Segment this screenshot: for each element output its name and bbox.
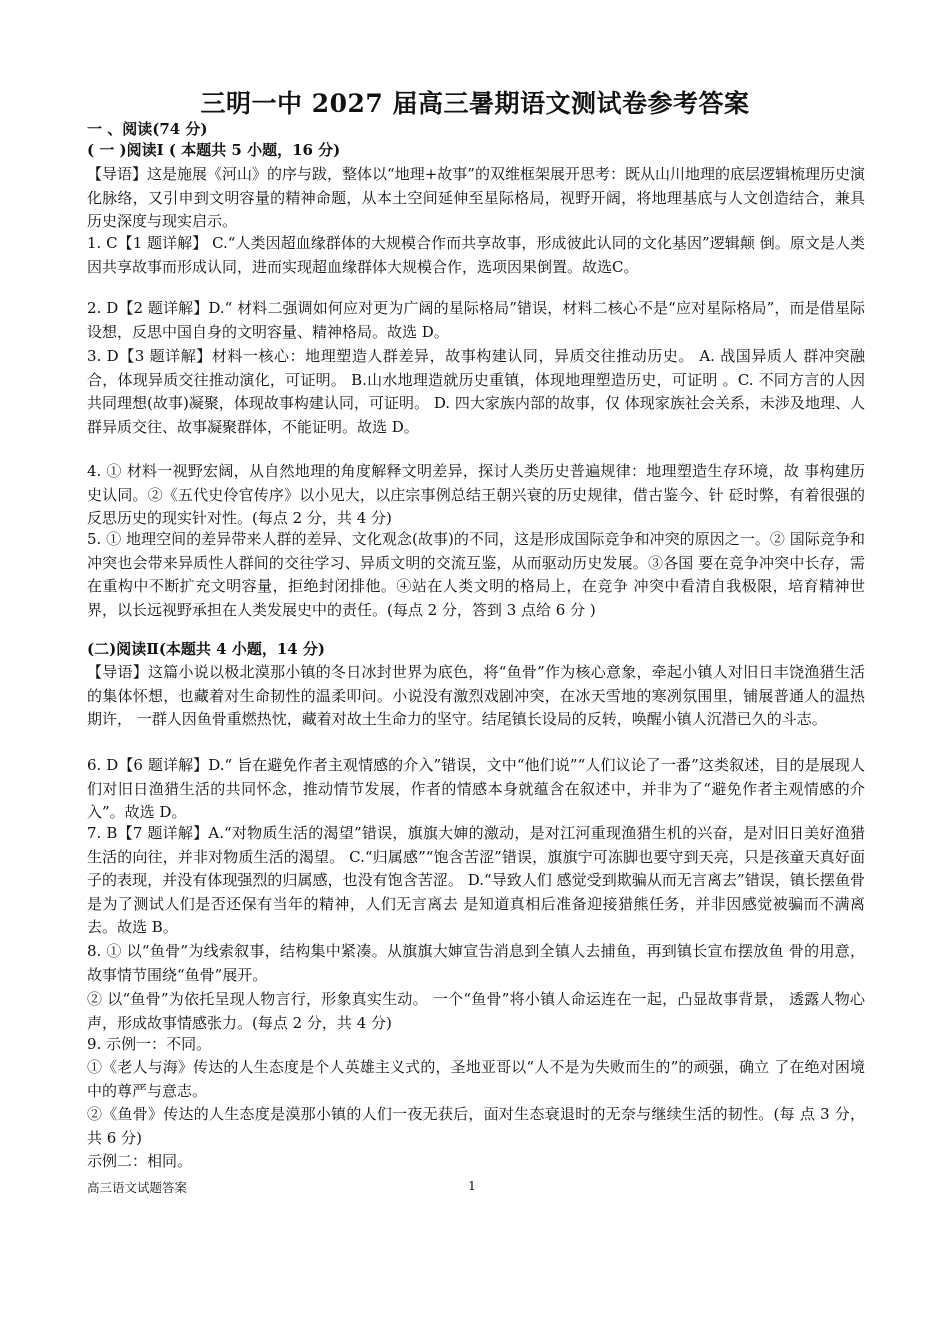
part2-heading: (二)阅读Ⅱ(本题共 4 小题，14 分) — [87, 640, 326, 658]
part2-intro: 【导语】这篇小说以极北漠那小镇的冬日冰封世界为底色，将“鱼骨”作为核心意象，牵起小镇人对旧日丰饶渔猎生活的集体怀想，也藏着对生命韧性的温柔叩问。小说没有激烈戏剧冲突，在冰天雪地的寒冽氛围里，铺展普通人的温热期许， 一群人因鱼骨重燃热忱，藏着对故土生命力的坚守。结尾镇长设局的反转，唤醒小镇人沉潜已久的斗志。 — [87, 663, 865, 728]
answer-q9-point2: ②《鱼骨》传达的人生态度是漠那小镇的人们一夜无获后，面对生态衰退时的无奈与继续生活的韧性。(每 点 3 分， 共 6 分) — [87, 1105, 865, 1147]
footer-title: 高三语文试题答案 — [87, 1180, 188, 1195]
answer-q4: 4. ① 材料一视野宏阔，从自然地理的角度解释文明差异，探讨人类历史普遍规律：地理塑造生存环境，故 事构建历史认同。②《五代史伶官传序》以小见大，以庄宗事例总结王朝兴衰的历史规律，借古鉴今、针 砭时弊，有着很强的反思历史的现实针对性。(每点 2 分，共 4 分) — [87, 462, 865, 527]
answer-q7: 7. B【7 题详解】A.“对物质生活的渴望”错误，旗旗大婶的激动，是对江河重现渔猎生机的兴奋，是对旧日美好渔猎生活的向往，并非对物质生活的渴望。 C.“归属感”“饱含苦涩”错误，旗旗宁可冻脚也要守到天亮，只是孩童天真好面子的表现，并没有体现强烈的归属感，也没有饱含苦涩。 D.“导致人们 感觉受到欺骗从而无言离去”错误，镇长摆鱼骨是为了测试人们是否还保有当年的精神，人们无言离去 是知道真相后准备迎接猎熊任务，并非因感觉被骗而不满离去。故选 B。 — [87, 824, 865, 936]
answer-q3: 3. D【3 题详解】材料一核心：地理塑造人群差异，故事构建认同，异质交往推动历史。 A. 战国异质人 群冲突融合，体现异质交往推动演化，可证明。 B.山水地理造就历史重镇，体现地理塑造历史，可证明 。C. 不同方言的人因共同理想(故事)凝聚，体现故事构建认同，可证明。 D. 四大家族内部的故事，仅 体现家族社会关系，未涉及地理、人群异质交往、故事凝聚群体，不能证明。故选 D。 — [87, 347, 865, 436]
part1-intro: 【导语】这是施展《河山》的序与跋，整体以“地理+故事”的双维框架展开思考：既从山川地理的底层逻辑梳理历史演化脉络，又引申到文明容量的精神命题，从本土空间延伸至星际格局，视野开阔，将地理基底与人文创造结合，兼具历史深度与现实启示。 — [87, 165, 865, 230]
answer-q9: 9. 示例一：不同。 — [87, 1035, 212, 1053]
answer-q1: 1. C【1 题详解】 C.“人类因超血缘群体的大规模合作而共享故事，形成彼此认同的文化基因”逻辑颠 倒。原文是人类因共享故事而形成认同，进而实现超血缘群体大规模合作，选项因果倒置。故选C。 — [87, 234, 865, 276]
answer-q8-point1: 8. ① 以“鱼骨”为线索叙事，结构集中紧凑。从旗旗大婶宣告消息到全镇人去捕鱼，再到镇长宣布摆放鱼 骨的用意，故事情节围绕“鱼骨”展开。 — [87, 942, 865, 984]
answer-q9-example2: 示例二：相同。 — [87, 1152, 193, 1170]
answer-q5: 5. ① 地理空间的差异带来人群的差异、文化观念(故事)的不同，这是形成国际竞争和冲突的原因之一。② 国际竞争和冲突也会带来异质性人群间的交往学习、异质文明的交流互鉴，从而驱动历史发展。③各国 要在竞争冲突中长存，需在重构中不断扩充文明容量，拒绝封闭排他。④站在人类文明的格局上，在竞争 冲突中看清自我极限，培育精神世界，以长远视野承担在人类发展史中的责任。(每点 2 分，答到 3 点给 6 分 ) — [87, 530, 865, 619]
answer-q2: 2. D【2 题详解】D.“ 材料二强调如何应对更为广阔的星际格局”错误，材料二核心不是“应对星际格局”，而是借星际设想，反思中国自身的文明容量、精神格局。故选 D。 — [87, 299, 865, 341]
answer-q6: 6. D【6 题详解】D.“ 旨在避免作者主观情感的介入”错误，文中“他们说”“人们议论了一番”这类叙述，目的是展现人们对旧日渔猎生活的共同怀念，推动情节发展，作者的情感本身就蕴含在叙述中，并非为了“避免作者主观情感的介入”。故选 D。 — [87, 756, 865, 821]
part1-heading: ( 一 )阅读Ⅰ ( 本题共 5 小题，16 分) — [87, 141, 341, 159]
answer-q8-point2: ② 以“鱼骨”为依托呈现人物言行，形象真实生动。 一个“鱼骨”将小镇人命运连在一起，凸显故事背景， 透露人物心声，形成故事情感张力。(每点 2 分，共 4 分) — [87, 990, 865, 1032]
document-title: 三明一中 2027 届高三暑期语文测试卷参考答案 — [200, 89, 750, 118]
section1-heading: 一 、阅读(74 分) — [87, 120, 208, 138]
page-number: 1 — [468, 1178, 476, 1193]
answer-q9-point1: ①《老人与海》传达的人生态度是个人英雄主义式的，圣地亚哥以“人不是为失败而生的”的顽强，确立 了在绝对困境中的尊严与意志。 — [87, 1058, 865, 1100]
